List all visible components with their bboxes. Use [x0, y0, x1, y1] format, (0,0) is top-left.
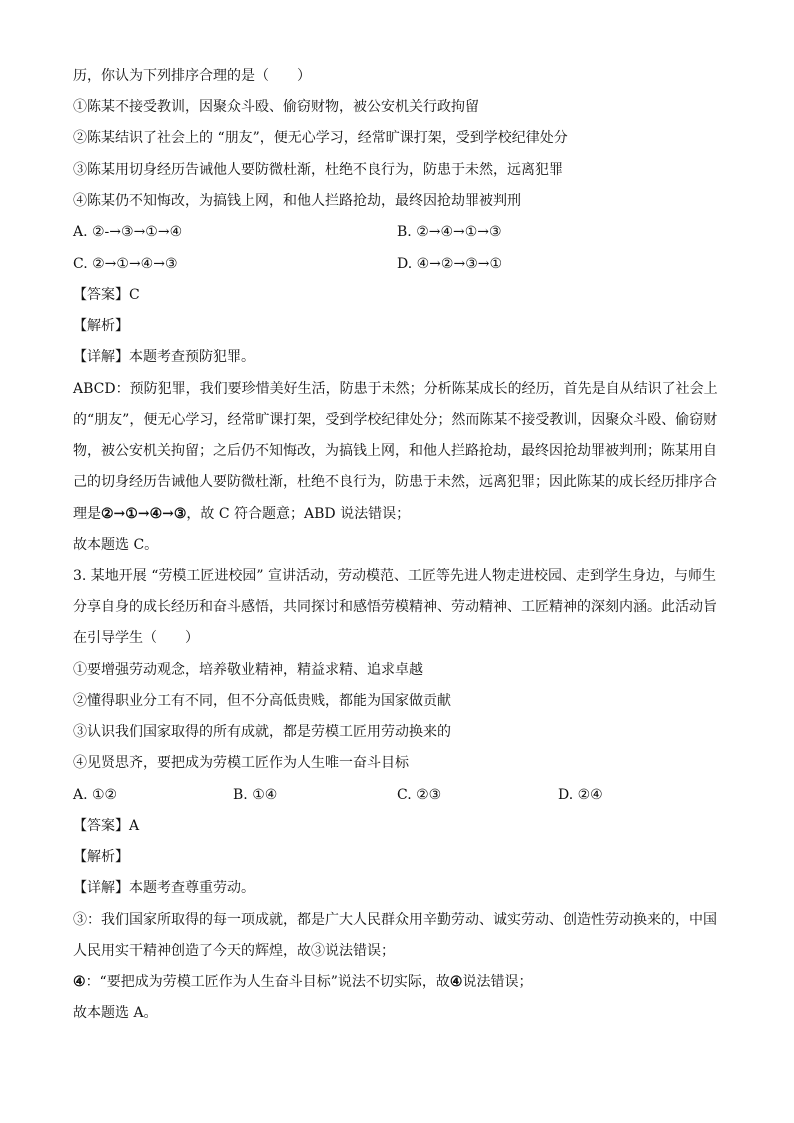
q3-answer: 【答案】A [73, 818, 140, 834]
q3-explanation-1: ③：我们国家所取得的每一项成就，都是广大人民群众用辛勤劳动、诚实劳动、创造性劳动换来的，中国 [73, 912, 717, 928]
q2-order-sequence: ②→①→④→③ [101, 506, 187, 522]
q2-explanation-5-pre: 理是 [73, 506, 101, 522]
q2-explanation-5 [73, 504, 410, 524]
q2-explanation-3: 物，被公安机关拘留；之后仍不知悔改，为搞钱上网，和他人拦路抢劫，最终因抢劫罪被判刑；陈某用自 [73, 443, 717, 459]
q3-statement-4: ④见贤思齐，要把成为劳模工匠作为人生唯一奋斗目标 [73, 755, 409, 771]
q2-explanation-4: 己的切身经历告诫他人要防微杜渐，杜绝不良行为，防患于未然，远离犯罪；因此陈某的成长经历排序合 [73, 474, 717, 490]
q2-explanation-5-post: ，故 C 符合题意；ABD 说法错误； [186, 506, 411, 522]
q2-analysis-label: 【解析】 [73, 318, 129, 334]
q3-option-d: D. ②④ [558, 787, 603, 803]
q3-statement-2: ②懂得职业分工有不同，但不分高低贵贱，都能为国家做贡献 [73, 693, 451, 709]
q3-option-a: A. ①② [73, 787, 118, 803]
q2-detail: 【详解】本题考查预防犯罪。 [73, 349, 255, 365]
q3-analysis-label: 【解析】 [73, 849, 129, 865]
q3-option-c: C. ②③ [397, 787, 442, 803]
q2-explanation-1: ABCD：预防犯罪，我们要珍惜美好生活，防患于未然；分析陈某成长的经历，首先是自从结识了社会上 [73, 381, 718, 397]
q3-explanation-3-post: 说法错误； [462, 974, 533, 990]
q2-explanation-2: 的“朋友”，便无心学习，经常旷课打架，受到学校纪律处分；然而陈某不接受教训，因聚众斗殴、偷窃财 [73, 412, 718, 428]
q3-explanation-3-mark2: ④ [449, 974, 463, 990]
q3-stem-1: 3. 某地开展 “劳模工匠进校园” 宣讲活动，劳动模范、工匠等先进人物走进校园、走到学生身边，与师生 [73, 568, 717, 584]
q2-option-a: A. ②-→③→①→④ [73, 224, 183, 240]
q3-stem-2: 分享自身的成长经历和奋斗感悟，共同探讨和感悟劳模精神、劳动精神、工匠精神的深刻内涵。此活动旨 [73, 599, 717, 615]
q2-statement-1: ①陈某不接受教训，因聚众斗殴、偷窃财物，被公安机关行政拘留 [73, 99, 479, 115]
q2-option-d: D. ④→②→③→① [397, 256, 503, 272]
q3-detail: 【详解】本题考查尊重劳动。 [73, 880, 255, 896]
q2-conclusion: 故本题选 C。 [73, 537, 159, 553]
q3-stem-3: 在引导学生（ ） [73, 630, 199, 646]
q3-option-b: B. ①④ [233, 787, 278, 803]
q2-statement-3: ③陈某用切身经历告诫他人要防微杜渐，杜绝不良行为，防患于未然，远离犯罪 [73, 162, 563, 178]
q3-explanation-2: 人民用实干精神创造了今天的辉煌，故③说法错误； [73, 943, 395, 959]
q3-conclusion: 故本题选 A。 [73, 1005, 158, 1021]
q2-statement-4: ④陈某仍不知悔改，为搞钱上网，和他人拦路抢劫，最终因抢劫罪被判刑 [73, 193, 521, 209]
q3-explanation-3 [73, 972, 532, 992]
q3-statement-1: ①要增强劳动观念，培养敬业精神，精益求精、追求卓越 [73, 662, 423, 678]
q2-statement-2: ②陈某结识了社会上的 “朋友”，便无心学习，经常旷课打架，受到学校纪律处分 [73, 130, 568, 146]
q2-option-c: C. ②→①→④→③ [73, 256, 178, 272]
q3-explanation-3-text: ：“要把成为劳模工匠作为人生奋斗目标”说法不切实际，故 [85, 974, 450, 990]
q2-stem-tail: 历，你认为下列排序合理的是（ ） [73, 68, 311, 84]
q3-statement-3: ③认识我们国家取得的所有成就，都是劳模工匠用劳动换来的 [73, 724, 451, 740]
q2-answer: 【答案】C [73, 287, 140, 303]
q2-option-b: B. ②→④→①→③ [397, 224, 502, 240]
q3-explanation-3-mark: ④ [73, 974, 86, 990]
